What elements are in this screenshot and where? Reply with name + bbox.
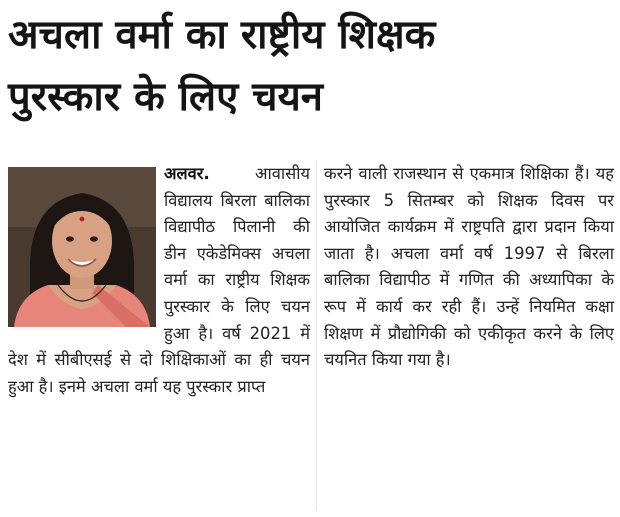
left-paragraph [8,161,310,400]
article-column-left [8,161,310,400]
left-column-text: आवासीय विद्यालय बिरला बालिका विद्यापीठ पिलानी की डीन एकेडेमिक्स अचला वर्मा का राष्ट्रीय शिक्षक पुरस्कार के लिए चयन हुआ है। वर्ष 2021 में देश में सीबीएसई से दो शिक्षिकाओं का ही चयन हुआ है। इनमे अचला वर्मा यह पुरस्कार प्राप्त [8,164,310,396]
headline-line-1: अचला वर्मा का राष्ट्रीय शिक्षक [8,12,436,58]
portrait-photo [8,167,156,327]
headline-line-2: पुरस्कार के लिए चयन [8,74,323,120]
column-divider [316,160,317,510]
right-column-text: करने वाली राजस्थान से एकमात्र शिक्षिका हैं। यह पुरस्कार 5 सितम्बर को शिक्षक दिवस पर आयोजित कार्यक्रम में राष्ट्रपति द्वारा प्रदान किया जाता है। अचला वर्मा वर्ष 1997 से बिरला बालिका विद्यापीठ में गणित की अध्यापिका के रूप में कार्य कर रही हैं। उन्हें नियमित कक्षा शिक्षण में प्रौद्योगिकी को एकीकृत करने के लिए चयनित किया गया है। [324,164,614,370]
dateline: अलवर. [164,164,210,183]
article-column-right [324,161,614,374]
headline [8,4,614,128]
portrait-illustration [8,167,156,327]
